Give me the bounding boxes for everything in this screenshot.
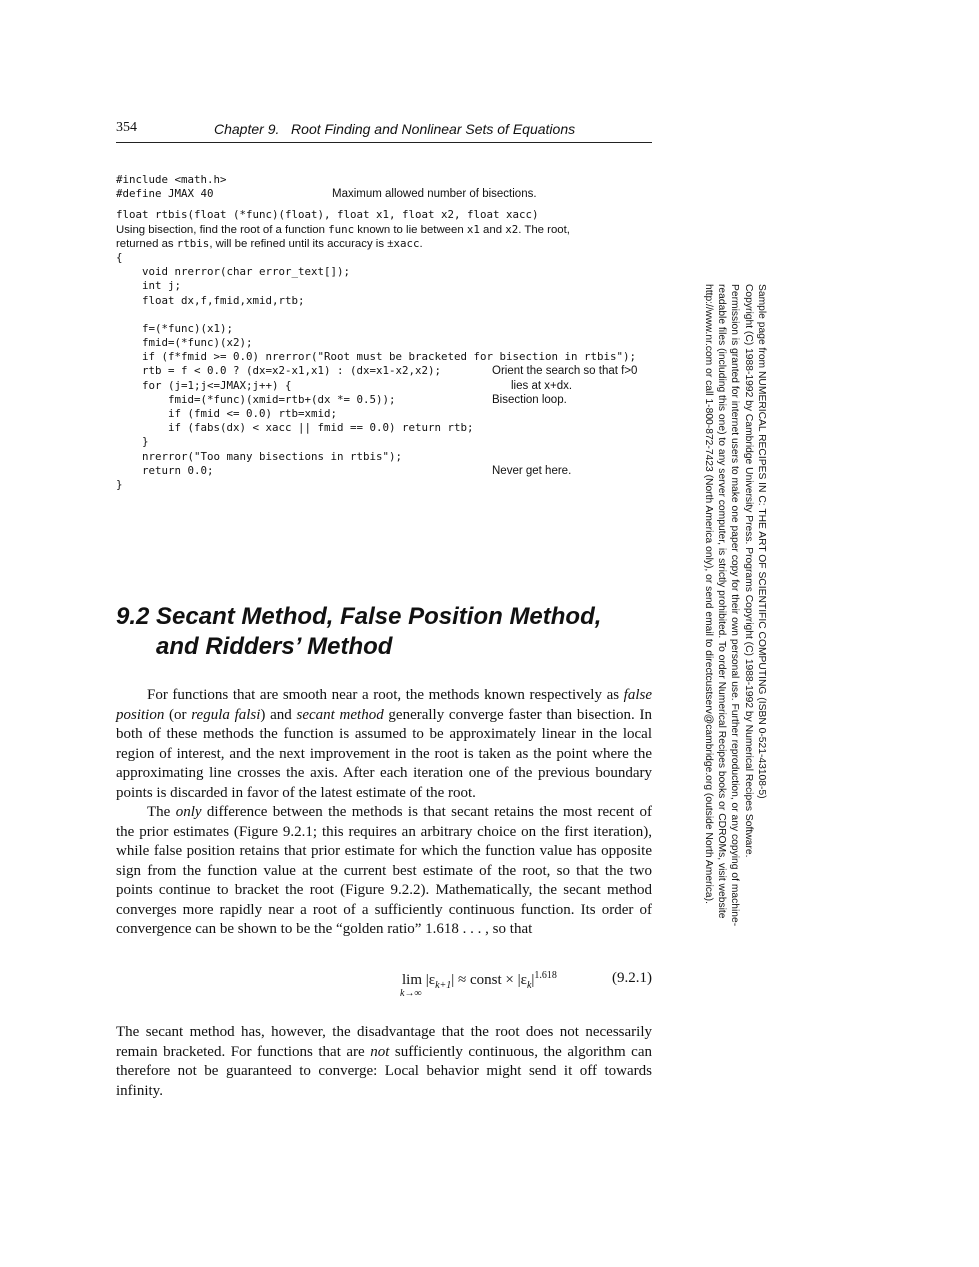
equation-9-2-1 [116, 970, 652, 1010]
code-comment: Maximum allowed number of bisections. [332, 188, 537, 201]
code-line: } [116, 477, 123, 491]
section-title-line2: and Ridders’ Method [156, 633, 393, 660]
section-title-line1: Secant Method, False Position Method, [156, 603, 602, 630]
copyright-line: http://www.nr.com or call 1-800-872-7423 (North America only), or send email to directcustserv@cambridge.org (outside North America). [702, 284, 714, 904]
code-line: fmid=(*func)(x2); [116, 336, 253, 350]
code-line: int j; [116, 279, 182, 293]
code-line: nrerror("Too many bisections in rtbis"); [116, 449, 403, 463]
code-line: { [116, 250, 123, 264]
running-title: Chapter 9. Root Finding and Nonlinear Sets of Equations [214, 121, 576, 137]
code-line: fmid=(*func)(xmid=rtb+(dx *= 0.5)); Bisection loop. [116, 392, 567, 406]
code-line [116, 308, 676, 322]
code-comment: Orient the search so that f>0 [492, 365, 638, 378]
code-line: float dx,f,fmid,xmid,rtb; [116, 293, 305, 307]
code-comment: lies at x+dx. [511, 379, 573, 392]
code-line: void nrerror(char error_text[]); [116, 265, 351, 279]
include-directive: #include <math.h> [116, 173, 227, 186]
function-signature: float rtbis(float (*func)(float), float x1, float x2, float xacc) [116, 208, 539, 222]
code-line: if (fmid <= 0.0) rtb=xmid; [116, 407, 338, 420]
copyright-line: readable files (including this one) to any server computer, is strictly prohibited. To order Numerical Recipes books or CDROMs, visit website [716, 284, 728, 919]
code-line: rtb = f < 0.0 ? (dx=x2-x1,x1) : (dx=x1-x2,x2); Orient the search so that f>0 [116, 364, 638, 378]
section-number: 9.2 [116, 603, 150, 630]
limit-operator: lim k→∞ [400, 972, 423, 999]
code-line: if (fabs(dx) < xacc || fmid == 0.0) return rtb; [116, 421, 474, 435]
define-directive: #define JMAX 40 [116, 187, 214, 201]
page-number: 354 [116, 120, 137, 135]
equation-body: lim k→∞ $|\varepsilon_{k+1}|$ ≈ const × $|\varepsilon_k|^{1.618}$ [400, 970, 557, 999]
paragraph: The only difference between the methods is that secant retains the most recent of the prior estimates (Figure 9.2.1; this requires an arbitrary choice on the first iteration), while false position retains that prior estimate for which the function value has opposite sign from the function value at the current best estimate of the root, so that the two points continue to bracket the root (Figure 9.2.2). Mathematically, the secant method converges more rapidly near a root of a sufficiently continuous function. Its order of convergence can be shown to be the “golden ratio” 1.618 . . . , so that [116, 804, 652, 937]
copyright-sidebar [688, 284, 768, 954]
equation-number: (9.2.1) [612, 970, 652, 986]
copyright-notice [702, 284, 768, 954]
body-paragraphs-after-equation [116, 1023, 652, 1101]
copyright-line: Permission is granted for internet users to make one paper copy for their own personal use. Further reproduction, or any copying of machine- [729, 284, 741, 927]
code-line: for (j=1;j<=JMAX;j++) { lies at x+dx. [116, 378, 573, 392]
code-line: } [116, 435, 149, 449]
code-comment: Never get here. [492, 464, 572, 477]
function-description: Using bisection, find the root of a function func known to lie between x1 and x2. The root, [116, 222, 570, 236]
paragraph: For functions that are smooth near a root, the methods known respectively as false position (or regula falsi) and secant method generally converge faster than bisection. In both of these methods the function is assumed to be approximately linear in the local region of interest, and the next improvement in the root is taken as the point where the approximating line crosses the axis. After each iteration one of the previous boundary points is discarded in favor of the latest estimate of the root. [116, 687, 652, 801]
copyright-line: Copyright (C) 1988-1992 by Cambridge University Press. Programs Copyright (C) 1988-1992 by Numerical Recipes Software. [742, 284, 754, 858]
paragraph: The secant method has, however, the disadvantage that the root does not necessarily remain bracketed. For functions that are not sufficiently continuous, the algorithm can therefore not be guaranteed to converge: Local behavior might send it off towards infinity. [116, 1024, 652, 1099]
code-line: f=(*func)(x1); [116, 321, 234, 335]
code-line: return 0.0; Never get here. [116, 463, 572, 477]
code-listing [116, 173, 676, 492]
section-heading [116, 602, 656, 662]
copyright-line: Sample page from NUMERICAL RECIPES IN C: THE ART OF SCIENTIFIC COMPUTING (ISBN 0-521-43108-5) [756, 284, 767, 799]
code-line [116, 208, 676, 222]
body-paragraphs [116, 686, 652, 940]
code-line: if (f*fmid >= 0.0) nrerror("Root must be bracketed for bisection in rtbis"); [116, 350, 637, 364]
code-comment: Bisection loop. [492, 393, 567, 406]
code-line [116, 187, 676, 201]
function-description: returned as rtbis, will be refined until its accuracy is ±xacc. [116, 236, 423, 250]
code-line [116, 173, 676, 187]
page-header [116, 120, 652, 143]
